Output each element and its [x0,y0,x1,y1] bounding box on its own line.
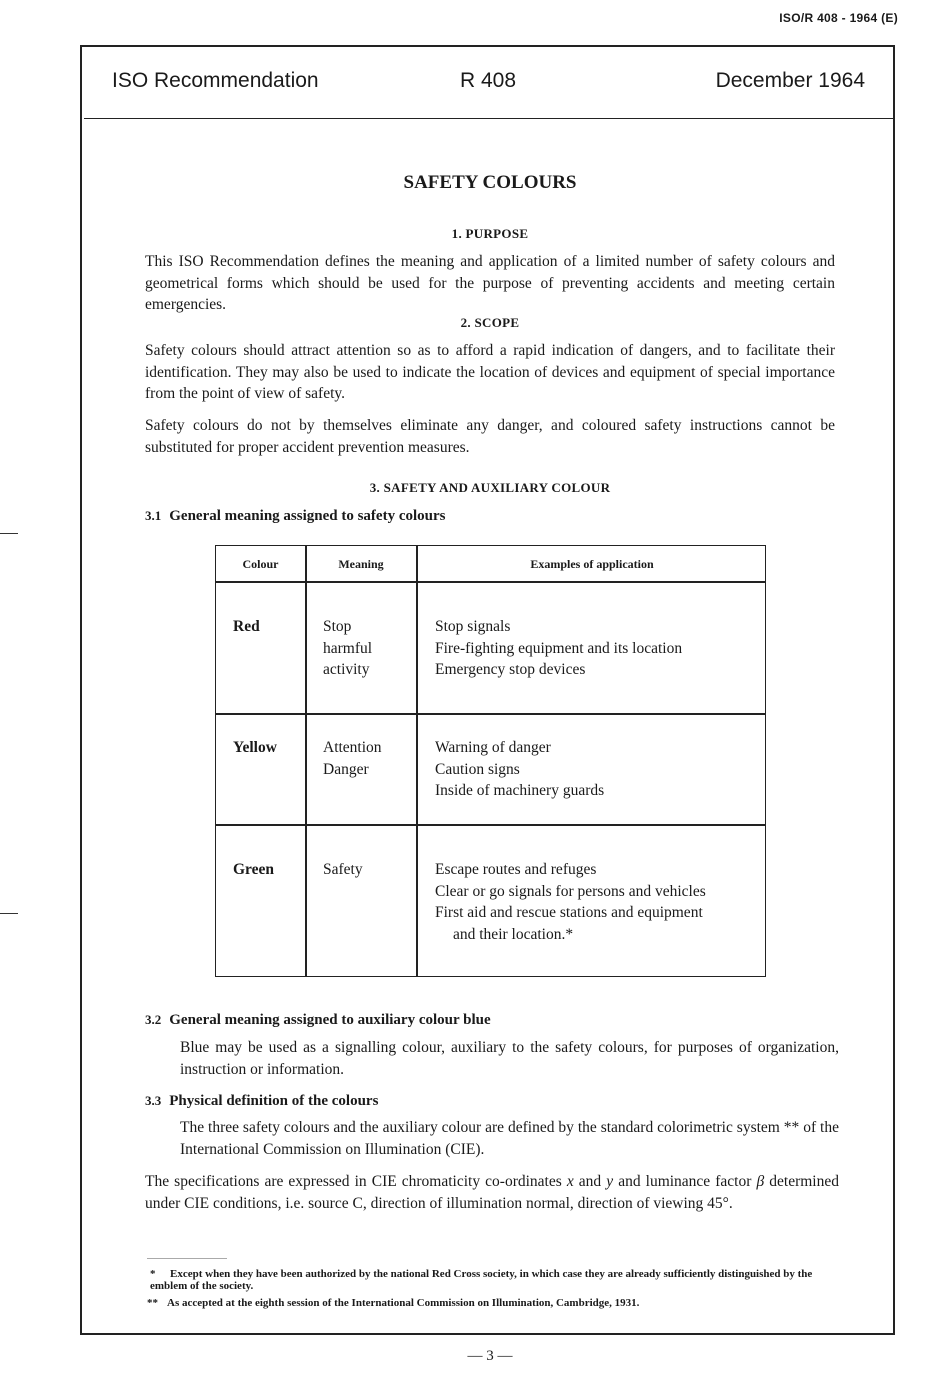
meaning-line: Safety [323,861,363,878]
section-heading-colour: 3. SAFETY AND AUXILIARY COLOUR [369,480,611,495]
example-line: Fire-fighting equipment and its location [435,639,683,657]
recommendation-label: ISO Recommendation [112,69,319,92]
table-cell-meaning-red [323,616,372,681]
subsection-title: Physical definition of the colours [169,1093,379,1109]
table-header-meaning: Meaning [338,557,384,571]
footnote-mark: ** [147,1297,158,1309]
example-line: Caution signs [435,760,520,778]
spec-variable-y: y [606,1173,614,1190]
scope-paragraph-2: Safety colours do not by themselves eliminate any danger, and coloured safety instructions cannot be substituted for proper accident prevention measures. [145,417,835,456]
table-cell-meaning-yellow [323,737,382,780]
document-code: ISO/R 408 - 1964 (E) [779,11,898,25]
frame-bottom-border [80,1333,895,1335]
subsection-3-1-heading [145,508,445,525]
meaning-line: Attention [323,739,382,756]
meaning-line: activity [323,661,370,678]
example-line: Inside of machinery guards [435,782,605,799]
table-cell-colour-green: Green [233,861,275,878]
table-row-divider [216,713,765,715]
footnote-mark: * [150,1268,156,1280]
table-column-divider [416,546,418,976]
page-number: — 3 — [467,1348,513,1364]
frame-top-border [80,45,895,47]
recommendation-number: R 408 [460,69,517,92]
section-heading-scope: 2. SCOPE [460,315,520,330]
spec-text: The specifications are expressed in CIE chromaticity co-ordinates [145,1173,567,1190]
footnote-2 [147,1297,842,1309]
page-title: SAFETY COLOURS [403,172,577,193]
scope-paragraph-1: Safety colours should attract attention so as to afford a rapid indication of dangers, and to facilitate their identification. They may also be used to indicate the location of devices and equipment of special importance from the point of view of safety. [145,342,835,402]
safety-colours-table [215,545,766,977]
subsection-3-2-paragraph: Blue may be used as a signalling colour, auxiliary to the safety colours, for purposes of organization, instruction or information. [180,1039,839,1078]
section-heading-purpose: 1. PURPOSE [451,226,529,241]
example-line: Warning of danger [435,739,551,756]
specifications-paragraph [145,1171,839,1214]
subsection-number: 3.3 [145,1093,162,1108]
subsection-title: General meaning assigned to auxiliary colour blue [169,1012,491,1028]
meaning-line: Stop [323,618,352,635]
subsection-number: 3.2 [145,1012,162,1027]
subsection-3-3-paragraph: The three safety colours and the auxiliary colour are defined by the standard colorimetric system ** of the International Commission on Illumination (CIE). [180,1119,839,1158]
example-line: Clear or go signals for persons and vehicles [435,882,706,900]
example-line: First aid and rescue stations and equipment [435,904,703,921]
footnote-1 [150,1268,845,1292]
table-cell-examples-yellow [435,737,604,802]
spec-text: determined under CIE conditions, i.e. source C, direction of illumination normal, direction of viewing 45°. [145,1173,839,1212]
table-column-divider [305,546,307,976]
example-line: Stop signals [435,618,511,635]
meaning-line: Danger [323,760,369,778]
footnote-text: As accepted at the eighth session of the International Commission on Illumination, Cambridge, 1931. [167,1297,640,1309]
table-cell-meaning-green [323,859,363,881]
table-row-divider [216,824,765,826]
edge-mark [0,913,18,914]
table-cell-examples-green [435,859,706,945]
subsection-3-2-heading [145,1012,491,1029]
subsection-3-3-heading [145,1093,378,1110]
footnote-rule [147,1258,227,1259]
table-header-divider [216,581,765,583]
example-line: Emergency stop devices [435,661,586,678]
subsection-title: General meaning assigned to safety colours [169,508,446,524]
recommendation-date: December 1964 [715,69,865,92]
table-header-examples: Examples of application [530,557,654,571]
edge-mark [0,533,18,534]
table-cell-colour-red: Red [233,618,260,635]
example-line: Escape routes and refuges [435,861,597,878]
footnote-text: Except when they have been authorized by the national Red Cross society, in which case they are already sufficiently distinguished by the emblem of the society. [150,1268,813,1292]
spec-text: and luminance factor [613,1173,757,1190]
table-cell-examples-red [435,616,682,681]
spec-text: and [573,1173,607,1190]
table-cell-colour-yellow: Yellow [233,739,277,756]
header-rule [84,118,893,119]
table-header-colour: Colour [242,557,279,571]
example-line: and their location.* [453,925,574,943]
spec-variable-x: x [566,1173,574,1190]
spec-variable-beta: β [756,1173,765,1190]
purpose-paragraph: This ISO Recommendation defines the meaning and application of a limited number of safety colours and geometrical forms which should be used for the purpose of preventing accidents and meeting certain emergencies. [145,253,835,313]
subsection-number: 3.1 [145,508,162,523]
meaning-line: harmful [323,639,373,657]
